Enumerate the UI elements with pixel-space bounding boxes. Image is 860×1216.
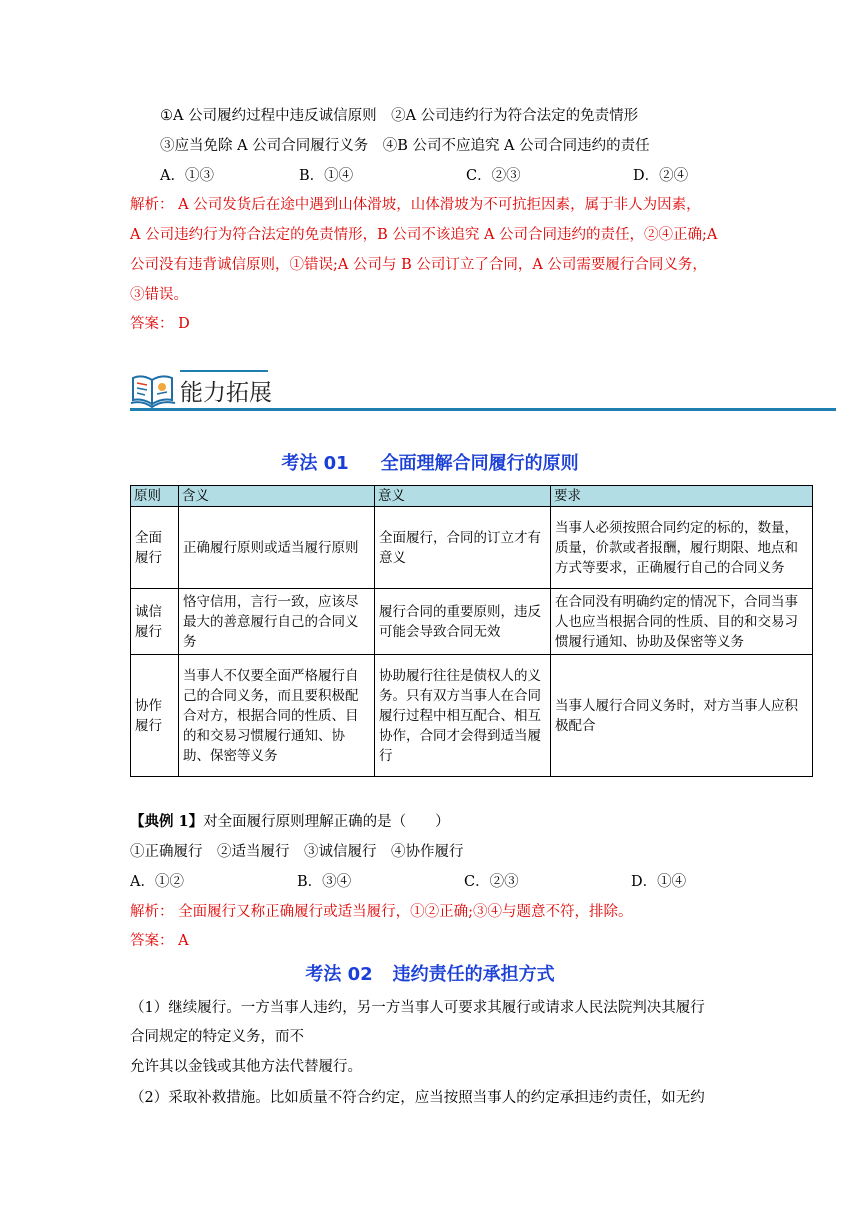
method-02-para-4: （2）采取补救措施。比如质量不符合约定，应当按照当事人的约定承担违约责任，如无约 [130,1090,705,1106]
example-1-choice-a: A．①② [130,874,184,890]
table-row [131,589,813,655]
table-cell: 诚信履行 [131,589,179,655]
table-cell: 履行合同的重要原则，违反可能会导致合同无效 [375,589,551,655]
example-1-choice-b: B．③④ [297,874,352,890]
analysis-line-4: ③错误。 [130,287,188,303]
banner-top-rule [180,370,268,372]
section-banner [130,366,836,412]
analysis-line-1: 解析： A 公司发货后在途中遇到山体滑坡，山体滑坡为不可抗拒因素，属于非人为因素， [130,197,701,213]
method-02-title: 违约责任的承担方式 [392,964,555,985]
method-02-heading [0,960,860,986]
table-cell: 当事人履行合同义务时，对方当事人应积极配合 [551,655,813,777]
table-cell: 全面履行 [131,507,179,589]
option-statements-1: ①A 公司履约过程中违反诚信原则 ②A 公司违约行为符合法定的免责情形 [160,108,639,124]
table-cell: 恪守信用，言行一致，应该尽最大的善意履行自己的合同义务 [179,589,375,655]
section-title: 能力拓展 [180,380,272,406]
table-cell: 当事人不仅要全面严格履行自己的合同义务，而且要积极配合对方，根据合同的性质、目的和交易习惯履行通知、协助、保密等义务 [179,655,375,777]
example-1-options: ①正确履行 ②适当履行 ③诚信履行 ④协作履行 [130,844,464,860]
example-1-question [130,810,450,831]
choice-b: B．①④ [299,168,354,184]
method-02-para-1: （1）继续履行。一方当事人违约，另一方当事人可要求其履行或请求人民法院判决其履行 [130,1000,705,1016]
table-cell: 正确履行原则或适当履行原则 [179,507,375,589]
example-1-choice-d: D．①④ [631,874,687,890]
banner-bottom-rule [130,408,836,411]
analysis-line-2: A 公司违约行为符合法定的免责情形，B 公司不该追究 A 公司合同违约的责任，②④正确;A [130,227,718,243]
method-01-label: 考法 01 [281,453,349,474]
table-row [131,507,813,589]
example-1-choice-c: C．②③ [464,874,519,890]
table-header: 要求 [551,486,813,507]
example-1-answer: 答案： A [130,933,189,949]
table-cell: 全面履行，合同的订立才有意义 [375,507,551,589]
analysis-line-3: 公司没有违背诚信原则，①错误;A 公司与 B 公司订立了合同，A 公司需要履行合同义务， [130,257,707,273]
table-header: 原则 [131,486,179,507]
table-header: 意义 [375,486,551,507]
answer: 答案： D [130,316,190,332]
table-row [131,655,813,777]
example-1-tag: 【典例 1】 [130,813,204,830]
table-cell: 协助履行往往是债权人的义务。只有双方当事人在合同履行过程中相互配合、相互协作，合同才会得到适当履行 [375,655,551,777]
choice-c: C．②③ [466,168,521,184]
method-02-para-2: 合同规定的特定义务，而不 [130,1029,304,1045]
choice-d: D．②④ [633,168,689,184]
method-01-heading [0,449,860,475]
principles-table [130,485,813,777]
method-01-title: 全面理解合同履行的原则 [380,453,579,474]
table-cell: 协作履行 [131,655,179,777]
table-header-row [131,486,813,507]
method-02-label: 考法 02 [305,964,373,985]
choice-a: A．①③ [160,168,214,184]
example-1-analysis: 解析： 全面履行又称正确履行或适当履行，①②正确;③④与题意不符，排除。 [130,904,633,920]
table-cell: 当事人必须按照合同约定的标的，数量，质量，价款或者报酬，履行期限、地点和方式等要求，正确履行自己的合同义务 [551,507,813,589]
method-02-para-3: 允许其以金钱或其他方法代替履行。 [130,1059,362,1075]
table-header: 含义 [179,486,375,507]
option-statements-2: ③应当免除 A 公司合同履行义务 ④B 公司不应追究 A 公司合同违约的责任 [160,138,650,154]
table-cell: 在合同没有明确约定的情况下，合同当事人也应当根据合同的性质、目的和交易习惯履行通知、协助及保密等义务 [551,589,813,655]
example-1-text: 对全面履行原则理解正确的是（ ） [203,814,450,830]
